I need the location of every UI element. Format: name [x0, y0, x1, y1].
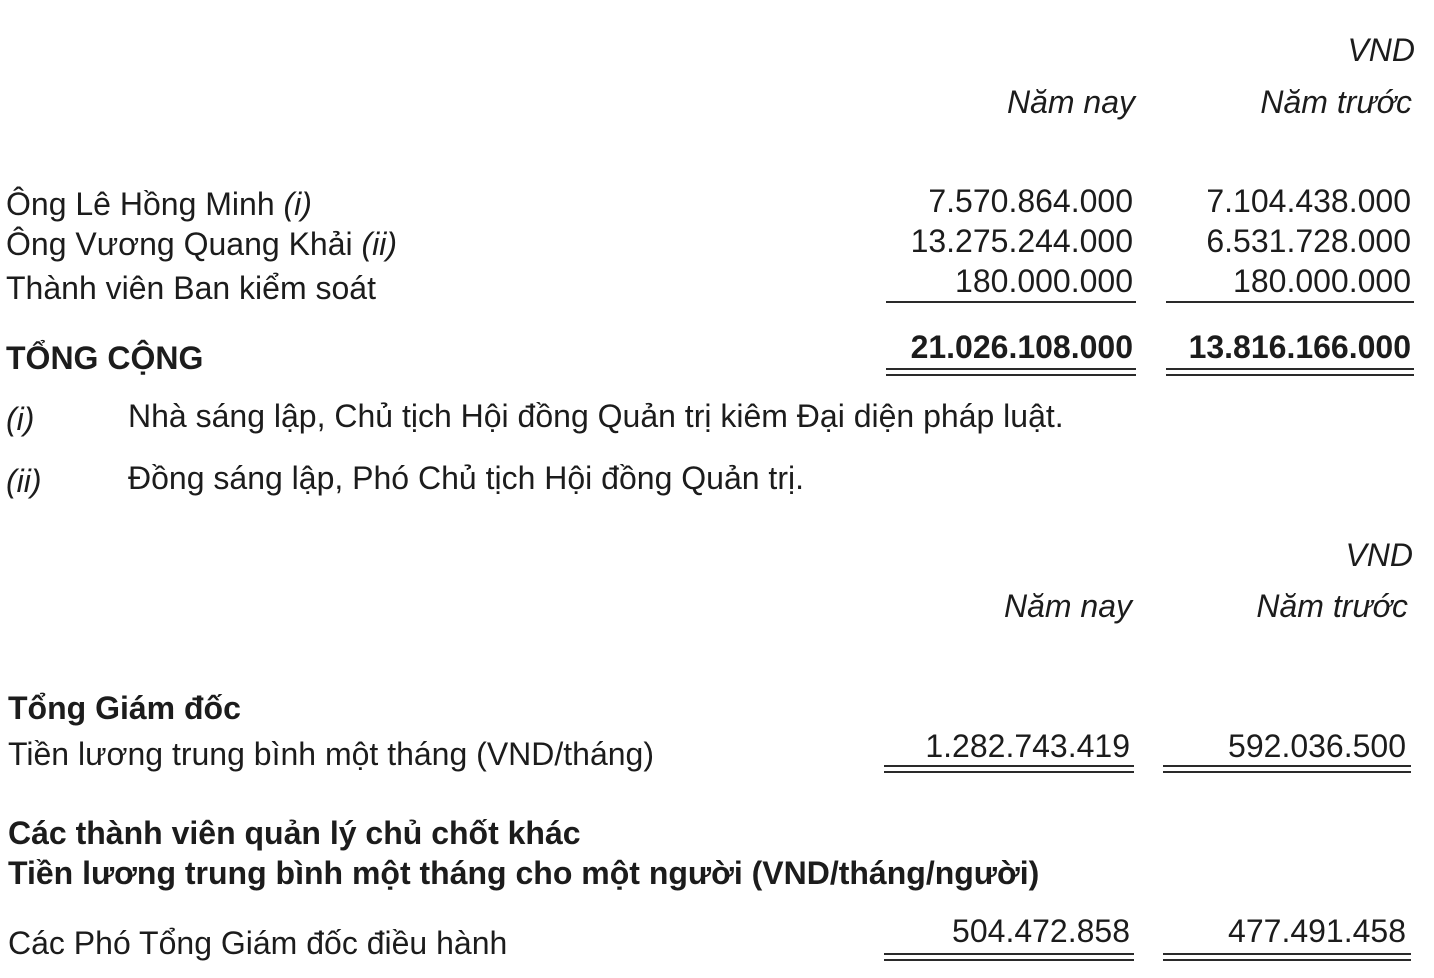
deputy-ceo-label: Các Phó Tổng Giám đốc điều hành — [8, 925, 508, 961]
ceo-salary-current: 1.282.743.419 — [925, 728, 1130, 764]
row-name: Ông Vương Quang Khải — [6, 226, 353, 262]
row-value-current: 13.275.244.000 — [910, 223, 1133, 259]
ceo-double-rule — [884, 765, 1134, 773]
row-label — [6, 188, 312, 220]
footnote-text: Nhà sáng lập, Chủ tịch Hội đồng Quản trị kiêm Đại diện pháp luật. — [128, 398, 1064, 434]
ceo-heading: Tổng Giám đốc — [8, 690, 241, 726]
deputy-double-rule — [884, 953, 1134, 961]
footnote-text: Đồng sáng lập, Phó Chủ tịch Hội đồng Quản trị. — [128, 460, 804, 496]
row-note: (i) — [283, 186, 312, 222]
column-header-current: Năm nay — [1006, 84, 1135, 120]
footnote-mark: (i) — [6, 401, 35, 437]
subtotal-rule — [1166, 301, 1414, 303]
ceo-salary-previous: 592.036.500 — [1228, 728, 1406, 764]
row-value-current: 180.000.000 — [955, 263, 1133, 299]
others-subheading: Tiền lương trung bình một tháng cho một người (VND/tháng/người) — [8, 855, 1040, 891]
total-value-current: 21.026.108.000 — [910, 329, 1133, 365]
total-double-rule — [886, 368, 1136, 376]
ceo-double-rule — [1163, 765, 1411, 773]
row-name: Ông Lê Hồng Minh — [6, 186, 275, 222]
row-value-previous: 7.104.438.000 — [1206, 183, 1411, 219]
deputy-ceo-current: 504.472.858 — [952, 913, 1130, 949]
column-header-previous: Năm trước — [1260, 84, 1412, 120]
total-value-previous: 13.816.166.000 — [1188, 329, 1411, 365]
row-value-previous: 6.531.728.000 — [1206, 223, 1411, 259]
row-label — [6, 228, 397, 260]
footnote-mark: (ii) — [6, 463, 42, 499]
row-label: Thành viên Ban kiểm soát — [6, 270, 376, 306]
deputy-double-rule — [1163, 953, 1411, 961]
row-value-previous: 180.000.000 — [1233, 263, 1411, 299]
others-heading: Các thành viên quản lý chủ chốt khác — [8, 815, 581, 851]
total-label: TỔNG CỘNG — [6, 340, 204, 376]
row-note: (ii) — [361, 226, 398, 262]
subtotal-rule — [886, 301, 1136, 303]
column-header-current: Năm nay — [1003, 588, 1132, 624]
currency-label: VND — [1345, 537, 1413, 573]
column-header-previous: Năm trước — [1256, 588, 1408, 624]
currency-label: VND — [1347, 32, 1415, 68]
deputy-ceo-previous: 477.491.458 — [1228, 913, 1406, 949]
ceo-salary-label: Tiền lương trung bình một tháng (VND/tháng) — [8, 736, 654, 772]
row-value-current: 7.570.864.000 — [928, 183, 1133, 219]
total-double-rule — [1166, 368, 1414, 376]
